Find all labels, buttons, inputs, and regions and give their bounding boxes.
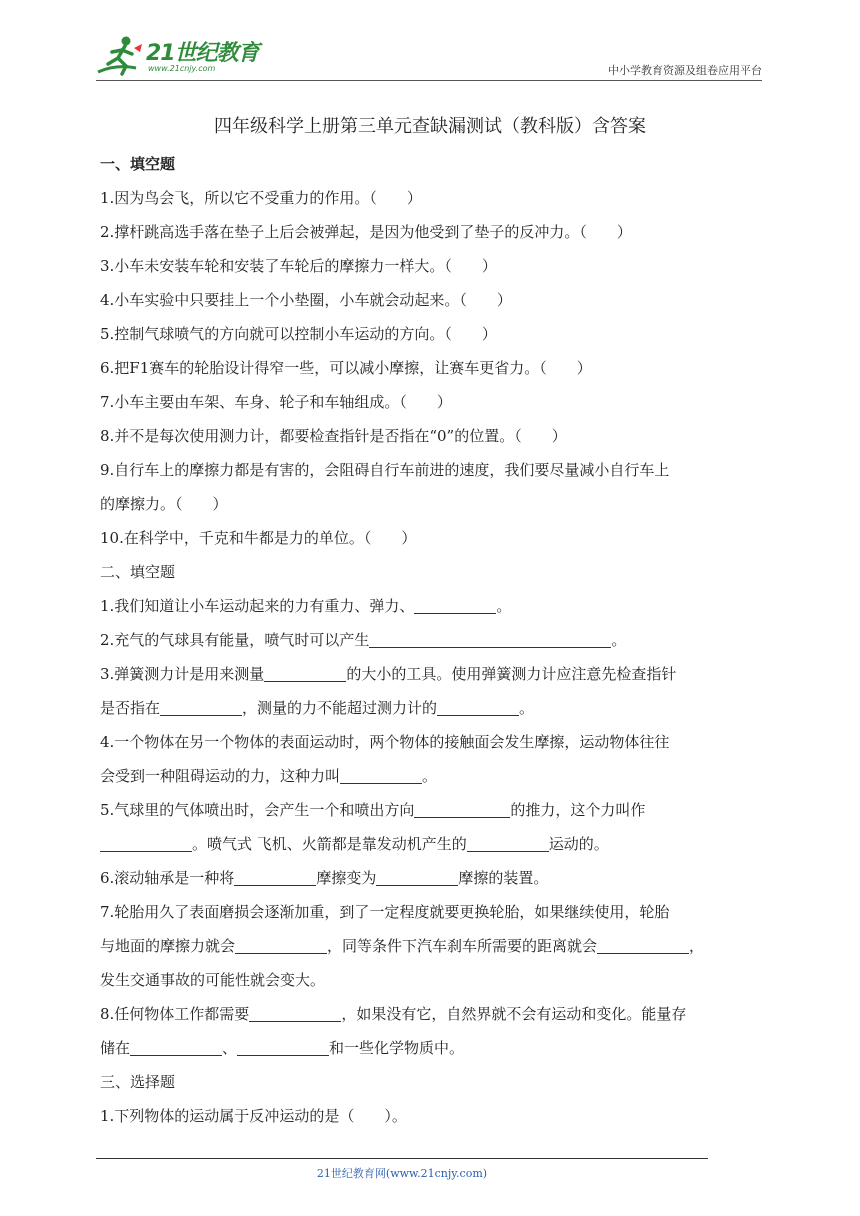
- fill-question: 8.任何物体工作都需要 ，如果没有它，自然界就不会有运动和变化。能量存: [100, 1005, 687, 1023]
- answer-blank[interactable]: [160, 698, 242, 716]
- question: 9.自行车上的摩擦力都是有害的，会阻碍自行车前进的速度，我们要尽量减小自行车上: [100, 461, 670, 479]
- fill-question-continued: 。喷气式 飞机、火箭都是靠发动机产生的 运动的。: [100, 827, 762, 861]
- question: 10.在科学中，千克和牛都是力的单位。（ ）: [100, 529, 417, 547]
- answer-blank[interactable]: [249, 1004, 341, 1022]
- fill-question: 6.滚动轴承是一种将 摩擦变为 摩擦的装置。: [100, 869, 549, 887]
- answer-blank[interactable]: [597, 936, 689, 954]
- answer-blank[interactable]: [130, 1038, 222, 1056]
- question: 5.控制气球喷气的方向就可以控制小车运动的方向。（ ）: [100, 325, 497, 343]
- fill-question: 1.我们知道让小车运动起来的力有重力、弹力、 。: [100, 597, 512, 615]
- fill-question-continued: 发生交通事故的可能性就会变大。: [100, 971, 326, 989]
- question: 2.撑杆跳高选手落在垫子上后会被弹起，是因为他受到了垫子的反冲力。（ ）: [100, 223, 632, 241]
- answer-blank[interactable]: [235, 936, 327, 954]
- question: 3.小车未安装车轮和安装了车轮后的摩擦力一样大。（ ）: [100, 257, 497, 275]
- answer-blank[interactable]: [237, 1038, 329, 1056]
- footer-link[interactable]: 21世纪教育网(www.21cnjy.com): [316, 1167, 488, 1180]
- question: 4.小车实验中只要挂上一个小垫圈，小车就会动起来。（ ）: [100, 291, 512, 309]
- question: 8.并不是每次使用测力计，都要检查指针是否指在“0”的位置。（ ）: [100, 427, 567, 445]
- fill-question-continued: 与地面的摩擦力就会 ，同等条件下汽车刹车所需要的距离就会 ，: [100, 937, 705, 955]
- page-title: 四年级科学上册第三单元查缺漏测试（教科版）含答案: [214, 116, 646, 137]
- answer-blank[interactable]: [414, 800, 510, 818]
- answer-blank[interactable]: [467, 834, 549, 852]
- footer-divider: [96, 1158, 708, 1159]
- fill-question-continued: 会受到一种阻碍运动的力，这种力叫 。: [100, 767, 438, 785]
- fill-question: 7.轮胎用久了表面磨损会逐渐加重，到了一定程度就要更换轮胎，如果继续使用，轮胎: [100, 903, 670, 921]
- answer-blank[interactable]: [340, 766, 422, 784]
- section-heading: 三、选择题: [100, 1073, 176, 1091]
- answer-blank[interactable]: [437, 698, 519, 716]
- question: 6.把F1赛车的轮胎设计得窄一些，可以减小摩擦，让赛车更省力。（ ）: [100, 359, 592, 377]
- fill-question-continued: 储在 、 和一些化学物质中。: [100, 1039, 465, 1057]
- fill-question: 2.充气的气球具有能量，喷气时可以产生 。: [100, 631, 627, 649]
- logo-text: 21世纪教育: [146, 41, 259, 66]
- section-heading: 一、填空题: [100, 155, 176, 173]
- logo: [96, 34, 266, 78]
- header-divider: [96, 80, 762, 81]
- document-body: [100, 147, 762, 1133]
- choice-question: 1.下列物体的运动属于反冲运动的是（ ）。: [100, 1107, 407, 1125]
- fill-question: 3.弹簧测力计是用来测量 的大小的工具。使用弹簧测力计应注意先检查指针: [100, 665, 677, 683]
- page-header: [96, 30, 762, 82]
- answer-blank[interactable]: [234, 868, 316, 886]
- logo-url: www.21cnjy.com: [148, 64, 216, 73]
- answer-blank[interactable]: [100, 834, 192, 852]
- platform-name: 中小学教育资源及组卷应用平台: [608, 64, 762, 77]
- runner-logo-icon: [96, 34, 146, 78]
- answer-blank[interactable]: [414, 596, 496, 614]
- fill-question: 5.气球里的气体喷出时，会产生一个和喷出方向 的推力，这个力叫作: [100, 801, 646, 819]
- question: 7.小车主要由车架、车身、轮子和车轴组成。（ ）: [100, 393, 452, 411]
- question: 1.因为鸟会飞，所以它不受重力的作用。（ ）: [100, 189, 422, 207]
- fill-question: 4.一个物体在另一个物体的表面运动时，两个物体的接触面会发生摩擦，运动物体往往: [100, 733, 670, 751]
- answer-blank[interactable]: [264, 664, 346, 682]
- fill-question-continued: 是否指在 ，测量的力不能超过测力计的 。: [100, 699, 535, 717]
- answer-blank[interactable]: [376, 868, 458, 886]
- answer-blank[interactable]: [369, 630, 611, 648]
- question-continued: 的摩擦力。（ ）: [100, 495, 228, 513]
- section-heading: 二、填空题: [100, 563, 176, 581]
